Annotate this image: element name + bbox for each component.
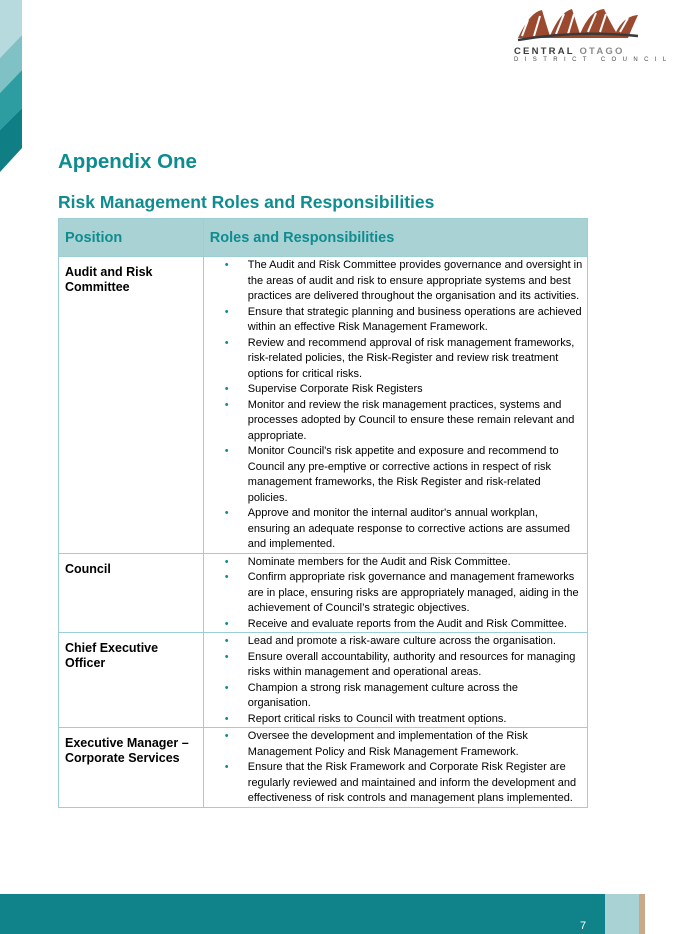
section-title: Risk Management Roles and Responsibilities: [58, 192, 435, 212]
list-item: [204, 305, 583, 336]
role-text: Review and recommend approval of risk management frameworks, risk-related policies, the Risk-Register and review risk treatment options for critical risks.: [247, 336, 575, 380]
logo-name-main: CENTRAL: [514, 46, 575, 57]
left-decorative-band: [0, 0, 26, 175]
list-item: [204, 729, 583, 760]
position-cell: Chief Executive Officer: [59, 633, 204, 728]
role-text: Ensure overall accountability, authority and resources for managing risks within management and operational areas.: [247, 650, 576, 678]
bullet-icon: •: [224, 617, 229, 630]
role-text: The Audit and Risk Committee provides governance and oversight in the areas of audit and risk to ensure appropriate systems and best practices are delivered throughout the organisation and its activities.: [247, 259, 583, 302]
role-text: Report critical risks to Council with treatment options.: [247, 712, 507, 725]
roles-list: [204, 258, 583, 553]
bullet-icon: •: [224, 635, 229, 647]
bullet-icon: •: [224, 730, 229, 742]
bullet-icon: •: [224, 761, 229, 773]
list-item: [204, 760, 583, 807]
page-number: 7: [580, 920, 587, 932]
list-item: [204, 650, 583, 681]
header-roles: Roles and Responsibilities: [203, 219, 587, 257]
role-text: Receive and evaluate reports from the Audit and Risk Committee.: [247, 617, 567, 630]
bullet-icon: •: [224, 336, 229, 349]
list-item: [204, 681, 583, 712]
roles-cell: [203, 553, 587, 633]
roles-list: [204, 555, 583, 633]
footer-accent-tan: [639, 894, 645, 934]
list-item: [204, 336, 583, 383]
bullet-icon: •: [224, 445, 229, 457]
role-text: Monitor and review the risk management practices, systems and processes adopted by Council to ensure these remain relevant and appropriate.: [247, 398, 575, 442]
role-text: Monitor Council's risk appetite and exposure and recommend to Council any pre-emptive or corrective actions in respect of risk management frameworks, the Risk Register and risk-related policies.: [247, 445, 559, 504]
table-row: [59, 257, 588, 554]
role-text: Approve and monitor the internal auditor's annual workplan, ensuring an adequate response to corrective actions are assumed and implemented.: [247, 507, 571, 550]
role-text: Supervise Corporate Risk Registers: [247, 383, 423, 395]
list-item: [204, 382, 583, 398]
position-cell: Executive Manager – Corporate Services: [59, 728, 204, 808]
list-item: [204, 398, 583, 445]
role-text: Lead and promote a risk-aware culture across the organisation.: [247, 635, 556, 647]
roles-cell: [203, 728, 587, 808]
roles-cell: [203, 257, 587, 554]
list-item: [204, 258, 583, 305]
appendix-title: Appendix One: [58, 150, 197, 173]
logo-name-accent: OTAGO: [579, 46, 625, 57]
bullet-icon: •: [224, 383, 229, 395]
roles-list: [204, 634, 583, 727]
council-logo: [514, 6, 673, 63]
role-text: Ensure that the Risk Framework and Corporate Risk Register are regularly reviewed and maintained and inform the development and effectiveness of risk controls and management plans implemented.: [247, 761, 577, 804]
footer-accent-light: [605, 894, 639, 934]
roles-list: [204, 729, 583, 807]
bullet-icon: •: [224, 712, 229, 725]
role-text: Champion a strong risk management culture across the organisation.: [247, 681, 519, 709]
list-item: [204, 444, 583, 506]
bullet-icon: •: [224, 507, 229, 519]
list-item: [204, 712, 583, 728]
roles-table: [58, 218, 588, 808]
position-cell: Audit and Risk Committee: [59, 257, 204, 554]
mountain-logo-icon: [516, 6, 640, 42]
list-item: [204, 506, 583, 553]
logo-wordmark: [514, 46, 642, 57]
list-item: [204, 617, 583, 633]
bullet-icon: •: [224, 398, 229, 411]
position-cell: Council: [59, 553, 204, 633]
list-item: [204, 634, 583, 650]
table-row: [59, 633, 588, 728]
bullet-icon: •: [224, 650, 229, 663]
role-text: Nominate members for the Audit and Risk Committee.: [247, 555, 511, 568]
list-item: [204, 555, 583, 571]
bullet-icon: •: [224, 259, 229, 271]
bullet-icon: •: [224, 305, 229, 318]
role-text: Oversee the development and implementation of the Risk Management Policy and Risk Management Framework.: [247, 730, 528, 758]
footer-bar: [0, 894, 605, 934]
table-row: [59, 553, 588, 633]
bullet-icon: •: [224, 681, 229, 694]
list-item: [204, 570, 583, 617]
bullet-icon: •: [224, 555, 229, 568]
table-row: [59, 728, 588, 808]
bullet-icon: •: [224, 571, 229, 583]
table-header-row: [59, 219, 588, 257]
header-position: Position: [59, 219, 204, 257]
role-text: Confirm appropriate risk governance and management frameworks are in place, ensuring risks are appropriately managed, aiding in the achievement of Council’s strategic objectives.: [247, 571, 579, 614]
role-text: Ensure that strategic planning and business operations are achieved within an effective Risk Management Framework.: [247, 305, 582, 333]
roles-cell: [203, 633, 587, 728]
logo-subtitle: DISTRICT COUNCIL: [514, 57, 673, 63]
